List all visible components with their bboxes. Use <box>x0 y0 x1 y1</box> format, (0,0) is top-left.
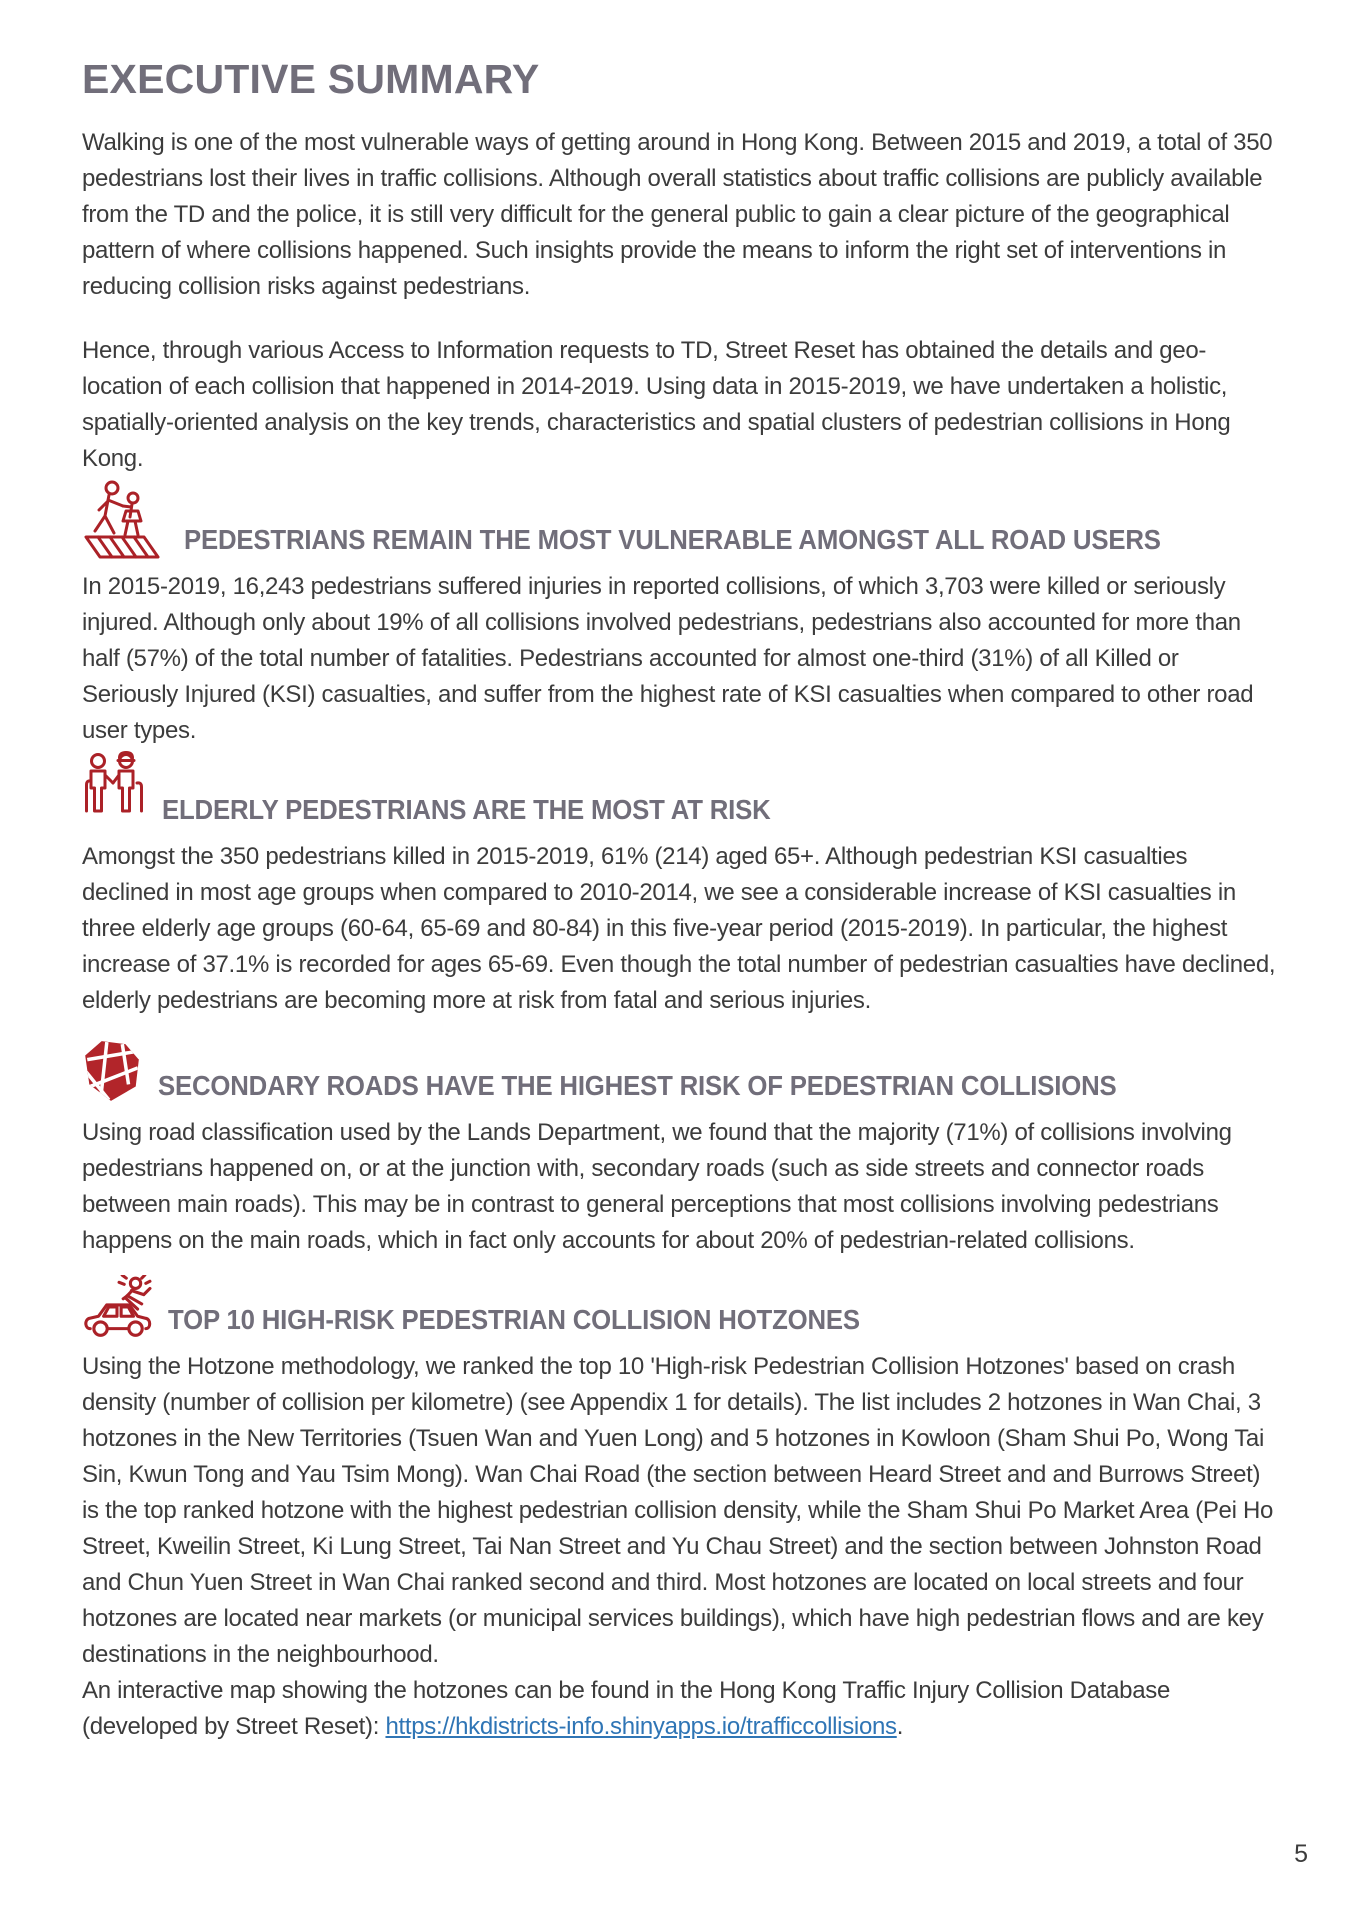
intro-paragraph-2: Hence, through various Access to Information requests to TD, Street Reset has obtained the details and geo-location of each collision that happened in 2014-2019. Using data in 2015-2019, we have undertaken a holistic, spatially-oriented analysis on the key trends, characteristics and spatial clusters of pedestrian collisions in Hong Kong. <box>82 337 1231 472</box>
elderly-couple-icon <box>82 751 146 829</box>
section-paragraph-secondary-roads: Using road classification used by the Lands Department, we found that the majority (71%) of collisions involving pedestrians happened on, or at the junction with, secondary roads (such as side streets and connector roads between main roads). This may be in contrast to general perceptions that most collisions involving pedestrians happens on the main roads, which in fact only accounts for about 20% of pedestrian-related collisions. <box>82 1119 1232 1254</box>
car-pedestrian-collision-icon <box>82 1275 152 1339</box>
road-map-icon <box>82 1039 142 1105</box>
section-heading: TOP 10 HIGH-RISK PEDESTRIAN COLLISION HOTZONES <box>168 1304 860 1335</box>
section-header-hotzones <box>82 1259 1276 1339</box>
section-header-secondary-roads <box>82 1025 1276 1105</box>
footer-period: . <box>896 1713 904 1740</box>
section-paragraph-hotzones: Using the Hotzone methodology, we ranked the top 10 'High-risk Pedestrian Collision Hotzones' based on crash density (number of collision per kilometre) (see Appendix 1 for details). The list includes 2 hotzones in Wan Chai, 3 hotzones in the New Territories (Tsuen Wan and Yuen Long) and 5 hotzones in Kowloon (Sham Shui Po, Wong Tai Sin, Kwun Tong and Yau Tsim Mong). Wan Chai Road (the section between Heard Street and and Burrows Street) is the top ranked hotzone with the highest pedestrian collision density, while the Sham Shui Po Market Area (Pei Ho Street, Kweilin Street, Ki Lung Street, Tai Nan Street and Yu Chau Street) and the section between Johnston Road and Chun Yuen Street in Wan Chai ranked second and third. Most hotzones are located on local streets and four hotzones are located near markets (or municipal services buildings), which have high pedestrian flows and are key destinations in the neighbourhood. <box>82 1353 1274 1668</box>
section-heading: ELDERLY PEDESTRIANS ARE THE MOST AT RISK <box>162 794 771 825</box>
page-title: EXECUTIVE SUMMARY <box>82 56 540 102</box>
section-heading: PEDESTRIANS REMAIN THE MOST VULNERABLE AMONGST ALL ROAD USERS <box>184 524 1161 555</box>
section-header-pedestrians <box>82 479 1276 559</box>
footer-paragraph <box>82 1673 1276 1745</box>
traffic-collision-database-link[interactable]: https://hkdistricts-info.shinyapps.io/trafficcollisions <box>385 1713 897 1740</box>
crosswalk-pedestrians-icon <box>82 479 168 559</box>
footer-text: An interactive map showing the hotzones can be found in the Hong Kong Traffic Injury Collision Database (developed by Street Reset): <box>82 1677 1170 1740</box>
section-paragraph-elderly: Amongst the 350 pedestrians killed in 2015-2019, 61% (214) aged 65+. Although pedestrian KSI casualties declined in most age groups when compared to 2010-2014, we see a considerable increase of KSI casualties in three elderly age groups (60-64, 65-69 and 80-84) in this five-year period (2015-2019). In particular, the highest increase of 37.1% is recorded for ages 65-69. Even though the total number of pedestrian casualties have declined, elderly pedestrians are becoming more at risk from fatal and serious injuries. <box>82 843 1276 1014</box>
section-heading: SECONDARY ROADS HAVE THE HIGHEST RISK OF PEDESTRIAN COLLISIONS <box>158 1070 1117 1101</box>
section-header-elderly <box>82 749 1276 829</box>
section-paragraph-pedestrians: In 2015-2019, 16,243 pedestrians suffered injuries in reported collisions, of which 3,703 were killed or seriously injured. Although only about 19% of all collisions involved pedestrians, pedestrians also accounted for more than half (57%) of the total number of fatalities. Pedestrians accounted for almost one-third (31%) of all Killed or Seriously Injured (KSI) casualties, and suffer from the highest rate of KSI casualties when compared to other road user types. <box>82 573 1254 744</box>
intro-paragraph-1: Walking is one of the most vulnerable ways of getting around in Hong Kong. Between 2015 and 2019, a total of 350 pedestrians lost their lives in traffic collisions. Although overall statistics about traffic collisions are publicly available from the TD and the police, it is still very difficult for the general public to gain a clear picture of the geographical pattern of where collisions happened. Such insights provide the means to inform the right set of interventions in reducing collision risks against pedestrians. <box>82 129 1273 300</box>
page-number: 5 <box>1294 1840 1308 1868</box>
